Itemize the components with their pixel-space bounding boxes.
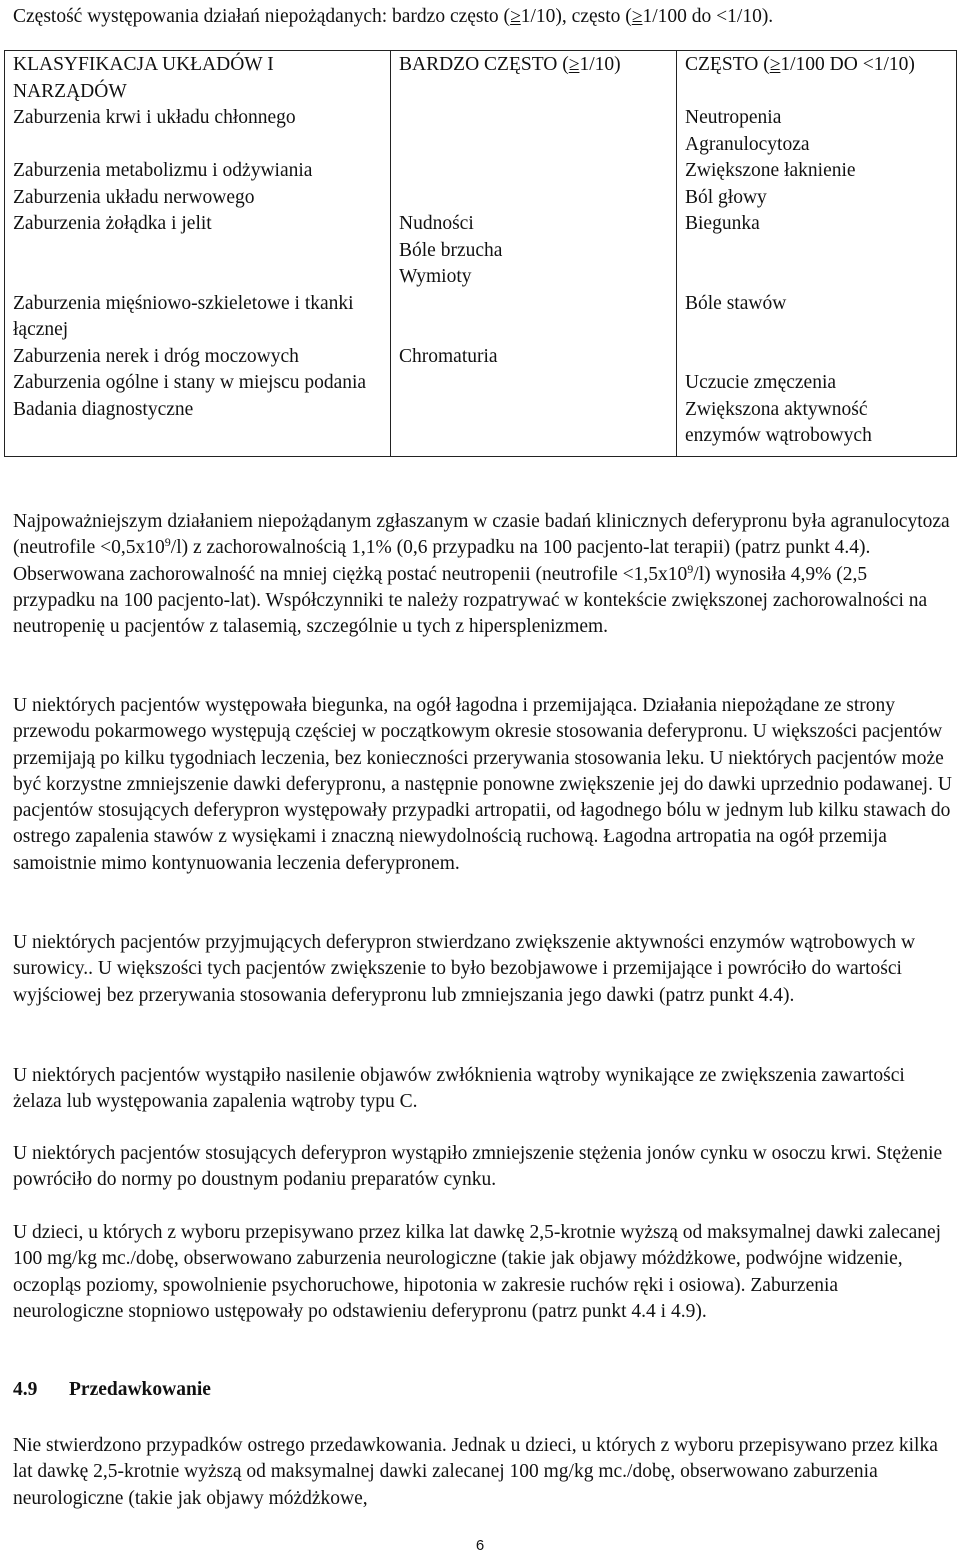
common-cell: Uczucie zmęczenia	[677, 370, 957, 397]
organ-class-cell: Zaburzenia układu nerwowego	[13, 186, 255, 208]
common-cell: Bóle stawów	[677, 291, 957, 344]
organ-class-cell: Zaburzenia żołądka i jelit	[13, 213, 212, 234]
common-cell: Zwiększone łaknienie	[677, 158, 957, 185]
paragraph-neurological: U dzieci, u których z wyboru przepisywano przez kilka lat dawkę 2,5-krotnie wyższą od maksymalnej dawki zalecanej 100 mg/kg mc./dobę, obserwowano zaburzenia neurologiczne (takie jak objawy móżdżkowe, podwójne widzenie, oczopląs poziomy, spowolnienie psychoruchowe, hipotonia w zakresie ruchów ręki i osiowa). Zaburzenia neurologiczne stopniowo ustępowały po odstawieniu deferypronu (patrz punkt 4.4 i 4.9).	[13, 1222, 942, 1322]
adverse-reactions-table	[4, 50, 957, 457]
common-cell: Neutropenia Agranulocytoza	[677, 105, 957, 158]
table-row	[5, 370, 957, 397]
table-row	[5, 185, 957, 212]
table-row	[5, 291, 957, 344]
paragraph-agranulocytosis: Najpoważniejszym działaniem niepożądanym zgłaszanym w czasie badań klinicznych deferypronu była agranulocytoza (neutrofile $<0,5x10^9/l$) z zachorowalnością 1,1% (0,6 przypadku na 100 pacjento-lat terapii) (patrz punkt 4.4). Obserwowana zachorowalność na mniej ciężką postać neutropenii (neutrofile $<1,5x10^9/l$) wynosiła 4,9% (2,5 przypadku na 100 pacjento-lat). Współczynniki te należy rozpatrywać w kontekście zwiększonej zachorowalności na neutropenię u pacjentów z talasemią, szczególnie u tych z hipersplenizmem.	[13, 511, 950, 638]
organ-class-cell: Zaburzenia krwi i układu chłonnego	[13, 107, 296, 128]
common-cell: Zwiększona aktywność enzymów wątrobowych	[677, 397, 957, 457]
section-heading: 4.9 Przedawkowanie	[13, 1379, 211, 1400]
table-row	[5, 211, 957, 291]
paragraph-gastrointestinal: U niektórych pacjentów występowała biegunka, na ogół łagodna i przemijająca. Działania niepożądane ze strony przewodu pokarmowego występują częściej w początkowym okresie stosowania deferypronu. U większości pacjentów przemijają po kilku tygodniach leczenia, bez konieczności przerywania stosowania leku. U niektórych pacjentów może być korzystne zmniejszenie dawki deferypronu, a następnie ponowne zwiększenie jej do dawki uprzednio podawanej. U pacjentów stosujących deferypron występowały przypadki artropatii, od łagodnego bólu w jednym lub kilku stawach do ostrego zapalenia stawów z wysiękami i znaczną niewydolnością ruchową. Łagodna artropatia na ogół przemija samoistnie mimo kontynuowania leczenia deferypronem.	[13, 695, 952, 874]
page-number: 6	[475, 1537, 485, 1554]
very-common-cell	[391, 291, 677, 344]
common-cell: Biegunka	[677, 211, 957, 291]
paragraph-overdose: Nie stwierdzono przypadków ostrego przedawkowania. Jednak u dzieci, u których z wyboru przepisywano przez kilka lat dawkę 2,5-krotnie wyższą od maksymalnej dawki zalecanej 100 mg/kg mc./dobę, obserwowano zaburzenia neurologiczne (takie jak objawy móżdżkowe,	[13, 1435, 938, 1509]
very-common-cell	[391, 105, 677, 158]
very-common-cell: Chromaturia	[391, 344, 677, 371]
very-common-cell	[391, 158, 677, 185]
organ-class-cell: Zaburzenia ogólne i stany w miejscu podania	[13, 372, 367, 393]
header-organ-class: KLASYFIKACJA UKŁADÓW I NARZĄDÓW	[13, 54, 274, 102]
organ-class-cell: Badania diagnostyczne	[13, 398, 194, 420]
very-common-cell	[391, 370, 677, 397]
paragraph-liver-fibrosis: U niektórych pacjentów wystąpiło nasilenie objawów zwłóknienia wątroby wynikające ze zwiększenia zawartości żelaza lub występowania zapalenia wątroby typu C.	[13, 1065, 905, 1113]
organ-class-cell: Zaburzenia mięśniowo-szkieletowe i tkanki łącznej	[13, 292, 354, 340]
very-common-cell	[391, 185, 677, 212]
table-row	[5, 397, 957, 457]
table-row	[5, 344, 957, 371]
header-very-common: BARDZO CZĘSTO (≥1/10)	[391, 51, 677, 106]
paragraph-zinc: U niektórych pacjentów stosujących deferypron wystąpiło zmniejszenie stężenia jonów cynku w osoczu krwi. Stężenie powróciło do normy po doustnym podaniu preparatów cynku.	[13, 1143, 943, 1191]
table-row	[5, 105, 957, 158]
very-common-cell	[391, 397, 677, 457]
common-cell	[677, 344, 957, 371]
common-cell: Ból głowy	[677, 185, 957, 212]
organ-class-cell: Zaburzenia metabolizmu i odżywiania	[13, 160, 313, 181]
table-row	[5, 158, 957, 185]
frequency-intro: Częstość występowania działań niepożądanych: bardzo często (≥1/10), często (≥1/100 do <1/10).	[13, 6, 774, 27]
organ-class-cell: Zaburzenia nerek i dróg moczowych	[13, 345, 299, 367]
table-header-row	[5, 51, 957, 106]
header-common: CZĘSTO (≥1/100 DO <1/10)	[677, 51, 957, 106]
very-common-cell: Nudności Bóle brzucha Wymioty	[391, 211, 677, 291]
paragraph-liver-enzymes: U niektórych pacjentów przyjmujących deferypron stwierdzano zwiększenie aktywności enzymów wątrobowych w surowicy.. U większości tych pacjentów zwiększenie to było bezobjawowe i przemijające i powróciło do wartości wyjściowej bez przerywania stosowania deferypronu lub zmniejszania jego dawki (patrz punkt 4.4).	[13, 932, 916, 1006]
